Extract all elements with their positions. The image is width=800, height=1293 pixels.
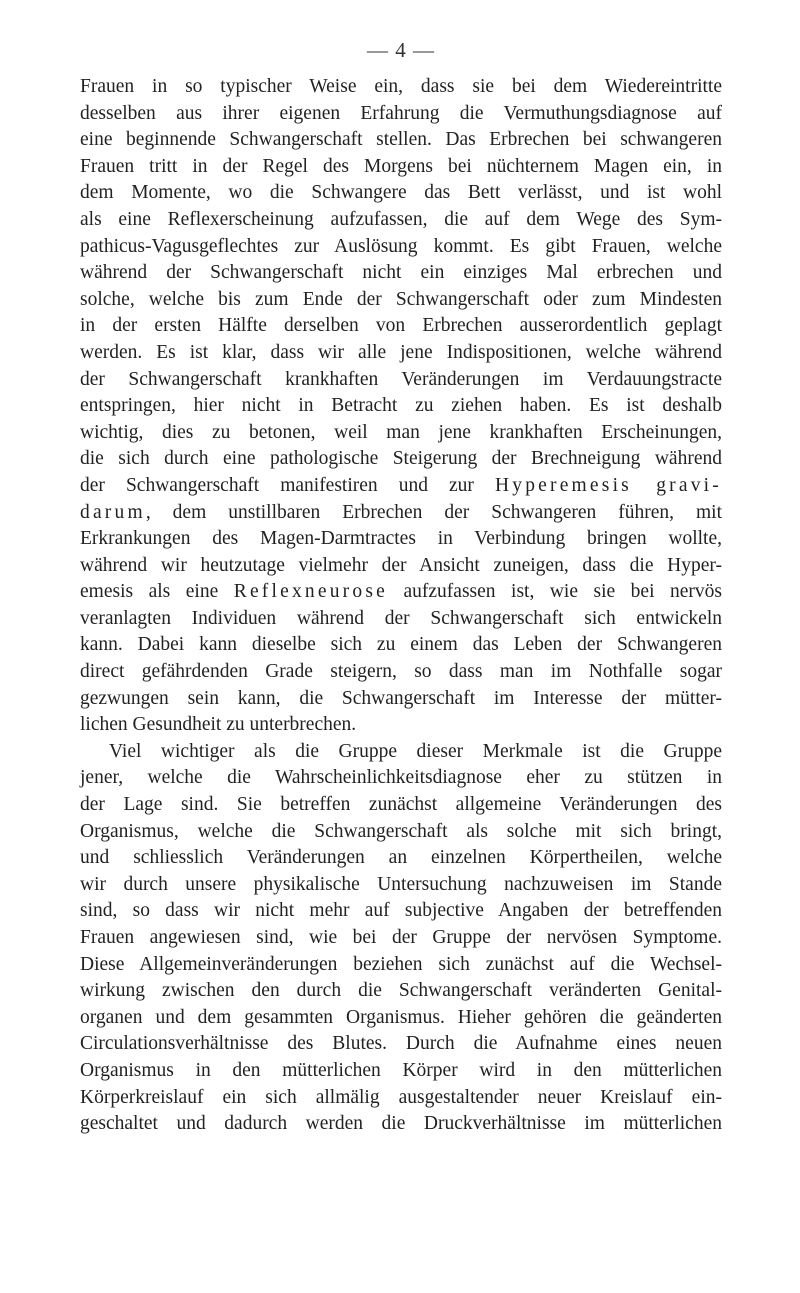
- text-line: Diese Allgemeinveränderungen beziehen sich zunächst auf die Wechsel-: [80, 953, 722, 975]
- text-line: Frauen in so typischer Weise ein, dass sie bei dem Wiedereintritte: [80, 76, 722, 97]
- text-line: [80, 579, 722, 606]
- text-line: Organismus in den mütterlichen Körper wird in den mütterlichen: [80, 1059, 722, 1081]
- text-line: Frauen angewiesen sind, wie bei der Gruppe der nervösen Symptome.: [80, 927, 722, 948]
- text-line: [80, 500, 722, 527]
- paragraph-2: [80, 739, 722, 1138]
- text-line: direct gefährdenden Grade steigern, so dass man im Nothfalle sogar: [80, 661, 722, 683]
- text-line: sind, so dass wir nicht mehr auf subjective Angaben der betreffenden: [80, 900, 722, 922]
- emphasis-reflexneurose: Reflexneurose: [233, 581, 388, 603]
- text-line: kann. Dabei kann dieselbe sich zu einem das Leben der Schwangeren: [80, 634, 722, 656]
- text-line: lichen Gesundheit zu unterbrechen.: [80, 714, 357, 736]
- text-line: Körperkreislauf ein sich allmälig ausgestaltender neuer Kreislauf ein-: [80, 1086, 722, 1108]
- text-line: und schliesslich Veränderungen an einzelnen Körpertheilen, welche: [80, 847, 722, 869]
- text-line: während der Schwangerschaft nicht ein einziges Mal erbrechen und: [80, 262, 722, 284]
- text-line: während wir heutzutage vielmehr der Ansicht zuneigen, dass die Hyper-: [80, 554, 722, 576]
- text-fragment: der Schwangerschaft manifestiren und zur: [80, 474, 495, 496]
- text-line: entspringen, hier nicht in Betracht zu ziehen haben. Es ist deshalb: [80, 395, 722, 417]
- text-line: wirkung zwischen den durch die Schwangerschaft veränderten Genital-: [80, 980, 722, 1002]
- text-line: wichtig, dies zu betonen, weil man jene krankhaften Erscheinungen,: [80, 421, 722, 443]
- text-line: jener, welche die Wahrscheinlichkeitsdiagnose eher zu stützen in: [80, 767, 722, 789]
- document-page: [80, 37, 722, 1138]
- text-line: solche, welche bis zum Ende der Schwangerschaft oder zum Mindesten: [80, 288, 722, 310]
- text-line: werden. Es ist klar, dass wir alle jene Indispositionen, welche während: [80, 341, 722, 363]
- text-line: der Schwangerschaft krankhaften Veränderungen im Verdauungstracte: [80, 368, 722, 390]
- text-line: Circulationsverhältnisse des Blutes. Durch die Aufnahme eines neuen: [80, 1033, 722, 1055]
- text-line: wir durch unsere physikalische Untersuchung nachzuweisen im Stande: [80, 873, 722, 895]
- text-line: geschaltet und dadurch werden die Druckverhältnisse im mütterlichen: [80, 1113, 722, 1135]
- emphasis-darum: darum: [80, 501, 146, 523]
- emphasis-hyperemesis: Hyperemesis gravi-: [494, 474, 722, 496]
- text-line: die sich durch eine pathologische Steigerung der Brechneigung während: [80, 448, 722, 470]
- text-line: pathicus-Vagusgeflechtes zur Auslösung kommt. Es gibt Frauen, welche: [80, 235, 722, 257]
- text-fragment: , dem unstillbaren Erbrechen der Schwangeren führen, mit: [145, 501, 722, 523]
- text-line: Viel wichtiger als die Gruppe dieser Merkmale ist die Gruppe: [109, 740, 722, 762]
- text-line: gezwungen sein kann, die Schwangerschaft im Interesse der mütter-: [80, 687, 722, 709]
- text-line: organen und dem gesammten Organismus. Hieher gehören die geänderten: [80, 1006, 722, 1028]
- text-line: desselben aus ihrer eigenen Erfahrung die Vermuthungsdiagnose auf: [80, 102, 722, 124]
- text-line: eine beginnende Schwangerschaft stellen. Das Erbrechen bei schwangeren: [80, 129, 722, 151]
- text-line: in der ersten Hälfte derselben von Erbrechen ausserordentlich geplagt: [80, 315, 722, 337]
- text-line: Frauen tritt in der Regel des Morgens bei nüchternem Magen ein, in: [80, 155, 722, 177]
- page-number: — 4 —: [367, 38, 435, 62]
- text-line: Erkrankungen des Magen-Darmtractes in Verbindung bringen wollte,: [80, 528, 722, 550]
- text-line: [80, 473, 722, 500]
- paragraph-1: [80, 74, 722, 739]
- text-line: veranlagten Individuen während der Schwangerschaft sich entwickeln: [80, 607, 722, 629]
- text-fragment: emesis als eine: [80, 581, 234, 603]
- text-line: als eine Reflexerscheinung aufzufassen, die auf dem Wege des Sym-: [80, 208, 722, 230]
- text-line: dem Momente, wo die Schwangere das Bett verlässt, und ist wohl: [80, 182, 722, 204]
- text-line: der Lage sind. Sie betreffen zunächst allgemeine Veränderungen des: [80, 794, 722, 816]
- text-fragment: aufzufassen ist, wie sie bei nervös: [387, 581, 722, 603]
- text-line: Organismus, welche die Schwangerschaft als solche mit sich bringt,: [80, 820, 722, 842]
